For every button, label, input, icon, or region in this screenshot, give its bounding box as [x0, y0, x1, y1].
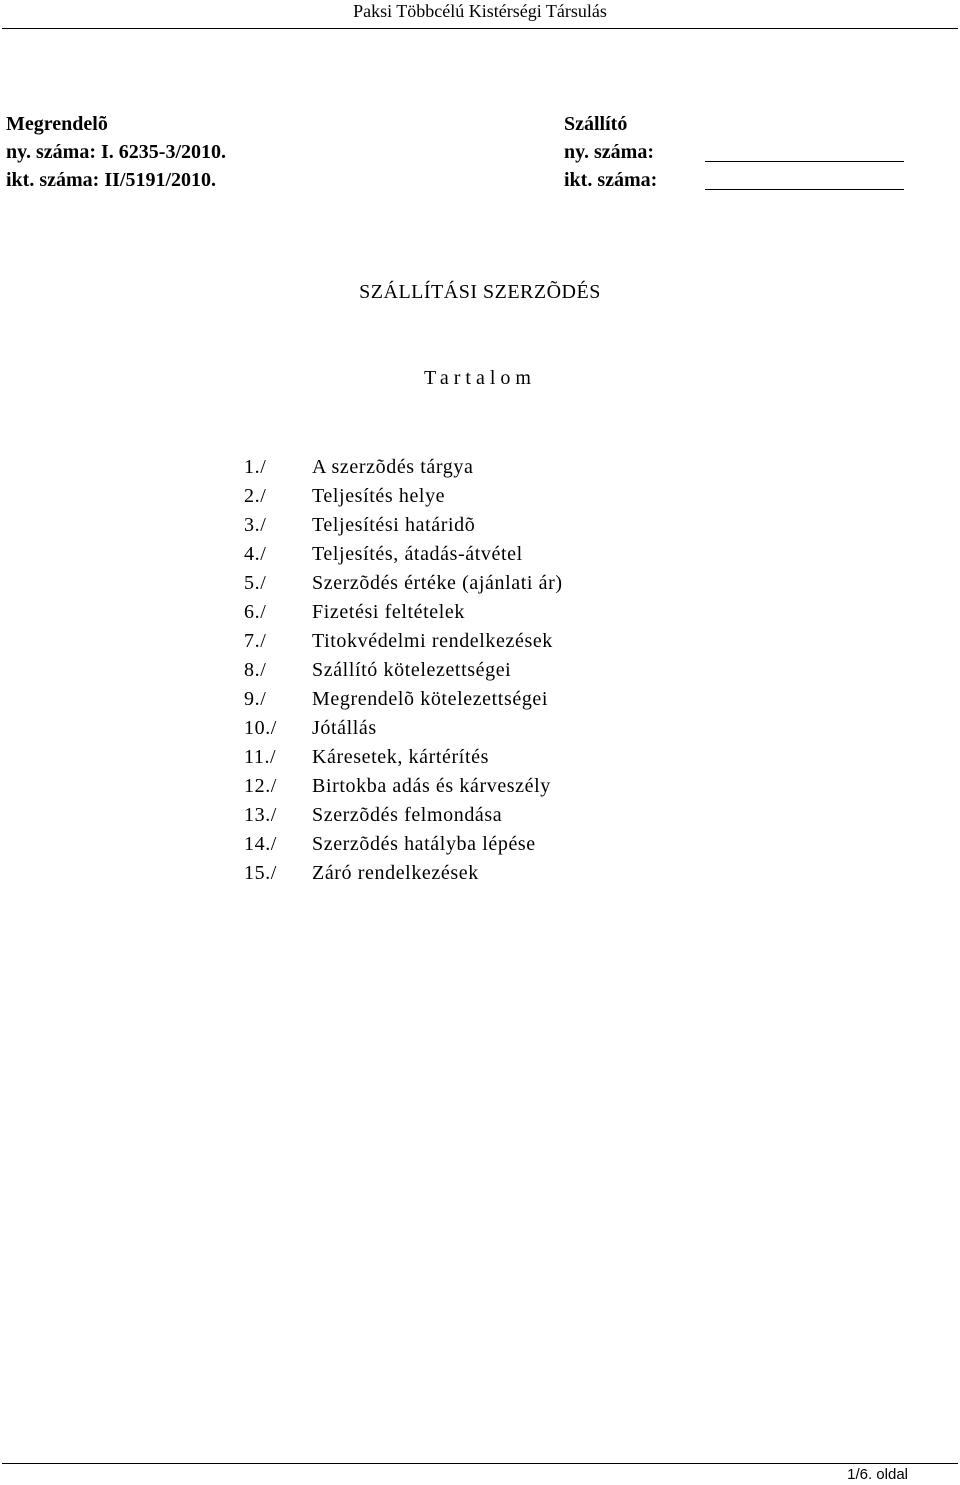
- supplier-heading: Szállító: [564, 113, 628, 135]
- toc-item-label: Teljesítés, átadás-átvétel: [312, 543, 523, 565]
- toc-item-label: Fizetési feltételek: [312, 601, 466, 623]
- toc-item-label: Titokvédelmi rendelkezések: [312, 630, 553, 652]
- supplier-ikt-szama-label: ikt. száma:: [564, 169, 658, 191]
- customer-block: [6, 110, 226, 194]
- toc-item-label: Szerzõdés hatályba lépése: [312, 833, 536, 855]
- toc-item-number: 9./: [244, 688, 267, 710]
- document-title: SZÁLLÍTÁSI SZERZÕDÉS: [359, 281, 601, 303]
- toc-item-number: 3./: [244, 514, 267, 536]
- toc-item-label: Birtokba adás és kárveszély: [312, 775, 551, 797]
- footer-divider: [2, 1463, 958, 1464]
- toc-item-label: Teljesítés helye: [312, 485, 446, 507]
- toc-item-number: 2./: [244, 485, 267, 507]
- customer-ny-szama: ny. száma: I. 6235-3/2010.: [6, 141, 226, 163]
- toc-item-number: 8./: [244, 659, 267, 681]
- toc-item-number: 7./: [244, 630, 267, 652]
- toc-item-label: Teljesítési határidõ: [312, 514, 476, 536]
- toc-item-label: Megrendelõ kötelezettségei: [312, 688, 549, 710]
- header-divider: [2, 28, 958, 29]
- supplier-ny-szama-label: ny. száma:: [564, 141, 654, 163]
- toc-item-number: 12./: [244, 775, 277, 797]
- page-header: Paksi Többcélú Kistérségi Társulás: [353, 1, 607, 21]
- supplier-ny-szama-blank: [705, 161, 904, 162]
- supplier-block: [564, 110, 657, 194]
- toc-item-label: Szerzõdés értéke (ajánlati ár): [312, 572, 563, 594]
- toc-item-number: 5./: [244, 572, 267, 594]
- toc-item-number: 13./: [244, 804, 277, 826]
- toc-item-label: A szerzõdés tárgya: [312, 456, 474, 478]
- page-number: 1/6. oldal: [847, 1466, 908, 1483]
- contents-heading: Tartalom: [424, 367, 536, 389]
- toc-item-number: 11./: [244, 746, 277, 768]
- toc-item-label: Káresetek, kártérítés: [312, 746, 489, 768]
- toc-item-number: 14./: [244, 833, 277, 855]
- toc-item-label: Szerzõdés felmondása: [312, 804, 503, 826]
- toc-item-number: 4./: [244, 543, 267, 565]
- toc-item-number: 6./: [244, 601, 267, 623]
- toc-item-label: Szállító kötelezettségei: [312, 659, 512, 681]
- supplier-ikt-szama-blank: [705, 189, 904, 190]
- toc-item-label: Záró rendelkezések: [312, 862, 479, 884]
- toc-item-number: 10./: [244, 717, 277, 739]
- toc-item-number: 15./: [244, 862, 277, 884]
- toc-item-number: 1./: [244, 456, 267, 478]
- customer-ikt-szama: ikt. száma: II/5191/2010.: [6, 169, 216, 191]
- toc-item-label: Jótállás: [312, 717, 377, 739]
- customer-heading: Megrendelõ: [6, 113, 108, 135]
